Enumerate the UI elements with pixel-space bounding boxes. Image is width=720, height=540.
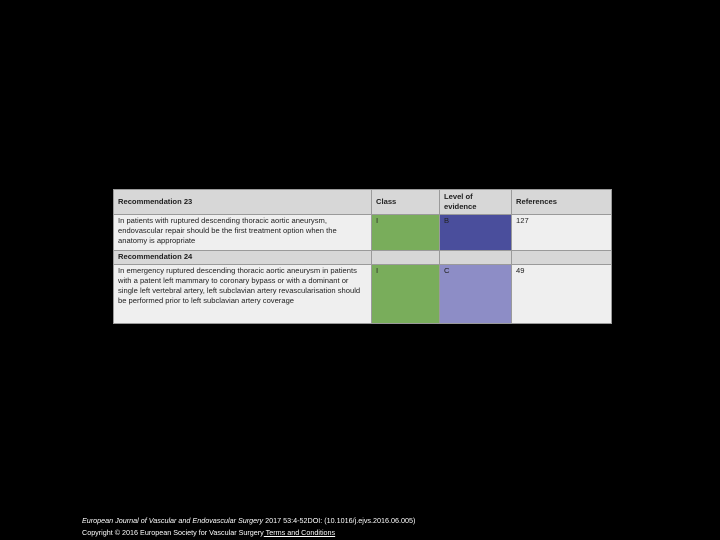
citation-line bbox=[82, 515, 415, 527]
copyright-text: Copyright © 2016 European Society for Vascular Surgery bbox=[82, 528, 264, 537]
header-class: Class bbox=[372, 190, 440, 215]
header-recommendation: Recommendation 23 bbox=[114, 190, 372, 215]
table-header-row bbox=[114, 190, 612, 215]
class-cell: I bbox=[372, 214, 440, 250]
subheader-empty-level bbox=[440, 250, 512, 264]
recommendation-table bbox=[113, 189, 611, 324]
level-cell: B bbox=[440, 214, 512, 250]
references-cell: 49 bbox=[512, 264, 612, 323]
header-level: Level of evidence bbox=[440, 190, 512, 215]
table-row bbox=[114, 264, 612, 323]
class-cell: I bbox=[372, 264, 440, 323]
subheader-empty-class bbox=[372, 250, 440, 264]
journal-name: European Journal of Vascular and Endovascular Surgery bbox=[82, 516, 264, 525]
subheader-recommendation: Recommendation 24 bbox=[114, 250, 372, 264]
citation-text: 2017 53:4-52DOI: (10.1016/j.ejvs.2016.06.005) bbox=[263, 516, 416, 525]
copyright-line bbox=[82, 527, 415, 539]
subheader-empty-refs bbox=[512, 250, 612, 264]
citation-footer bbox=[82, 515, 415, 539]
level-cell: C bbox=[440, 264, 512, 323]
references-cell: 127 bbox=[512, 214, 612, 250]
table-subheader-row bbox=[114, 250, 612, 264]
recommendation-text: In emergency ruptured descending thoracic aortic aneurysm in patients with a patent left mammary to coronary bypass or with a dominant or single left vertebral artery, left subclavian artery revascularisation should be performed prior to left subclavian artery coverage bbox=[114, 264, 372, 323]
header-references: References bbox=[512, 190, 612, 215]
terms-link[interactable]: Terms and Conditions bbox=[263, 528, 336, 537]
recommendation-text: In patients with ruptured descending thoracic aortic aneurysm, endovascular repair should be the first treatment option when the anatomy is appropriate bbox=[114, 214, 372, 250]
table-row bbox=[114, 214, 612, 250]
